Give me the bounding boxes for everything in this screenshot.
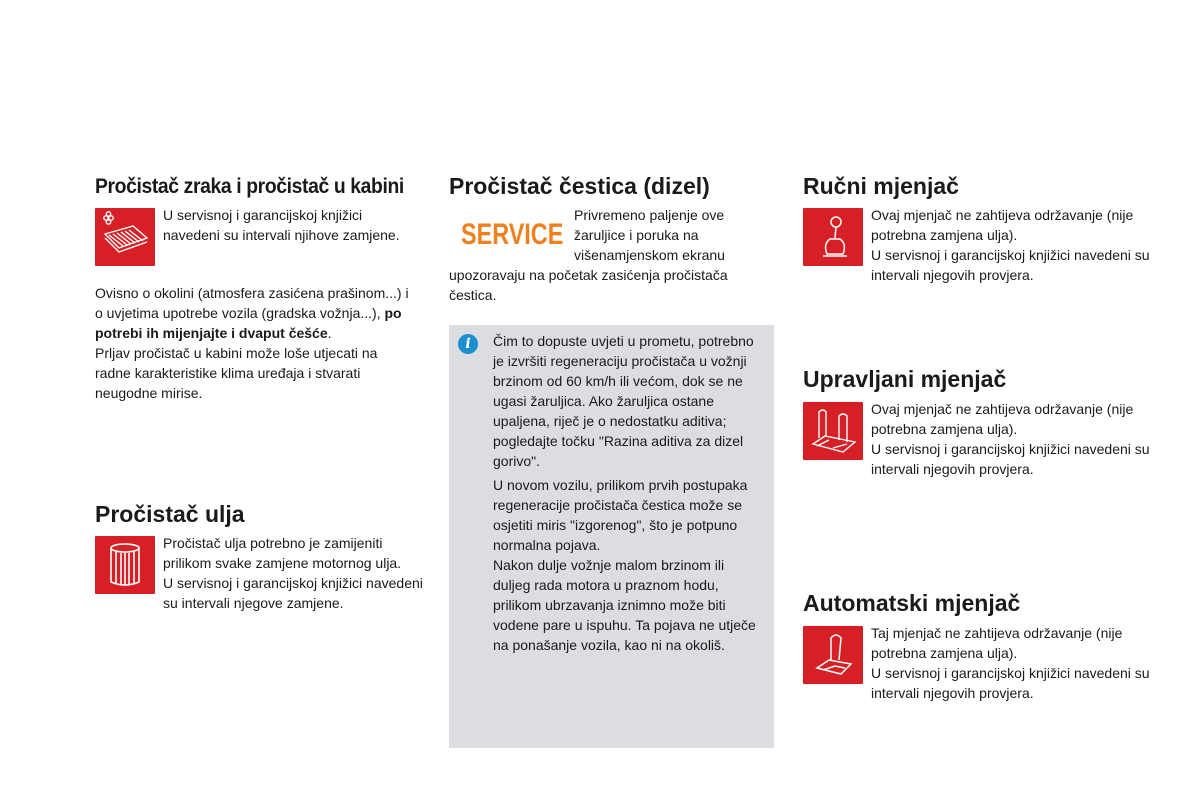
- info-para2: U novom vozilu, prilikom prvih postupaka regeneracije pročistača čestica može se osjetiti miris "izgorenog", što je potpuno normalna pojava.: [493, 477, 748, 553]
- particle-filter-text-below: upozoravaju na početak zasićenja pročistača čestica.: [449, 267, 728, 303]
- air-filter-intervals-text: U servisnoj i garancijskoj knjižici navedeni su intervali njihove zamjene.: [163, 207, 400, 243]
- air-filter-para-end: .: [327, 325, 332, 341]
- info-para3: Nakon dulje vožnje malom brzinom ili duljeg rada motora u praznom hodu, prilikom ubrzavanja iznimno može biti vodene pare u ispuhu. Ta pojava ne utječe na ponašanje vozila, kao ni na okoliš.: [493, 557, 756, 653]
- automatic-gearbox-icon: [803, 626, 863, 684]
- info-icon: i: [458, 334, 478, 354]
- manual-gearbox-line2: U servisnoj i garancijskoj knjižici navedeni su intervali njegovih provjera.: [871, 247, 1150, 283]
- particle-filter-text-beside: Privremeno paljenje ove žaruljice i poruka na višenamjenskom ekranu: [574, 207, 725, 263]
- automatic-gearbox-line1: Taj mjenjač ne zahtijeva održavanje (nije potrebna zamjena ulja).: [871, 625, 1123, 661]
- manual-gearbox-line1: Ovaj mjenjač ne zahtijeva održavanje (nije potrebna zamjena ulja).: [871, 207, 1134, 243]
- air-filter-para2: Prljav pročistač u kabini može loše utjecati na radne karakteristike klima uređaja i stvarati neugodne mirise.: [95, 345, 378, 401]
- air-filter-icon: [95, 208, 155, 266]
- oil-filter-icon: [95, 536, 155, 594]
- manual-gearbox-icon: [803, 208, 863, 266]
- info-text: [493, 331, 765, 655]
- automatic-gearbox-text: [871, 623, 1161, 703]
- automatic-gearbox-line2: U servisnoj i garancijskoj knjižici navedeni su intervali njegovih provjera.: [871, 665, 1150, 701]
- air-filter-paragraph: [95, 283, 415, 403]
- oil-filter-line2: U servisnoj i garancijskoj knjižici navedeni su intervali njegove zamjene.: [163, 575, 423, 611]
- manual-gearbox-text: [871, 205, 1161, 285]
- managed-gearbox-title: Upravljani mjenjač: [803, 366, 1007, 392]
- service-warning-label: SERVICE: [461, 218, 564, 251]
- automatic-gearbox-title: Automatski mjenjač: [803, 590, 1021, 616]
- managed-gearbox-icon: [803, 402, 863, 460]
- air-filter-para-start: Ovisno o okolini (atmosfera zasićena prašinom...) i o uvjetima upotrebe vozila (gradska vožnja...),: [95, 285, 409, 321]
- managed-gearbox-text: [871, 399, 1161, 479]
- managed-gearbox-line1: Ovaj mjenjač ne zahtijeva održavanje (nije potrebna zamjena ulja).: [871, 401, 1134, 437]
- managed-gearbox-line2: U servisnoj i garancijskoj knjižici navedeni su intervali njegovih provjera.: [871, 441, 1150, 477]
- oil-filter-line1: Pročistač ulja potrebno je zamijeniti prilikom svake zamjene motornog ulja.: [163, 535, 402, 571]
- manual-gearbox-title: Ručni mjenjač: [803, 173, 959, 199]
- particle-filter-title: Pročistač čestica (dizel): [449, 173, 710, 199]
- oil-filter-text: [163, 533, 423, 613]
- oil-filter-title: Pročistač ulja: [95, 501, 245, 527]
- air-filter-para-bold: po potrebi ih mijenjajte i dvaput češće: [95, 305, 402, 341]
- air-filter-title: Pročistač zraka i pročistač u kabini: [95, 175, 404, 198]
- info-para1: Čim to dopuste uvjeti u prometu, potrebno je izvršiti regeneraciju pročistača u vožnji brzinom od 60 km/h ili većom, dok se ne ugasi žaruljica. Ako žaruljica ostane upaljena, riječ je o nedostatku aditiva; pogledajte točku "Razina aditiva za dizel gorivo".: [493, 333, 754, 469]
